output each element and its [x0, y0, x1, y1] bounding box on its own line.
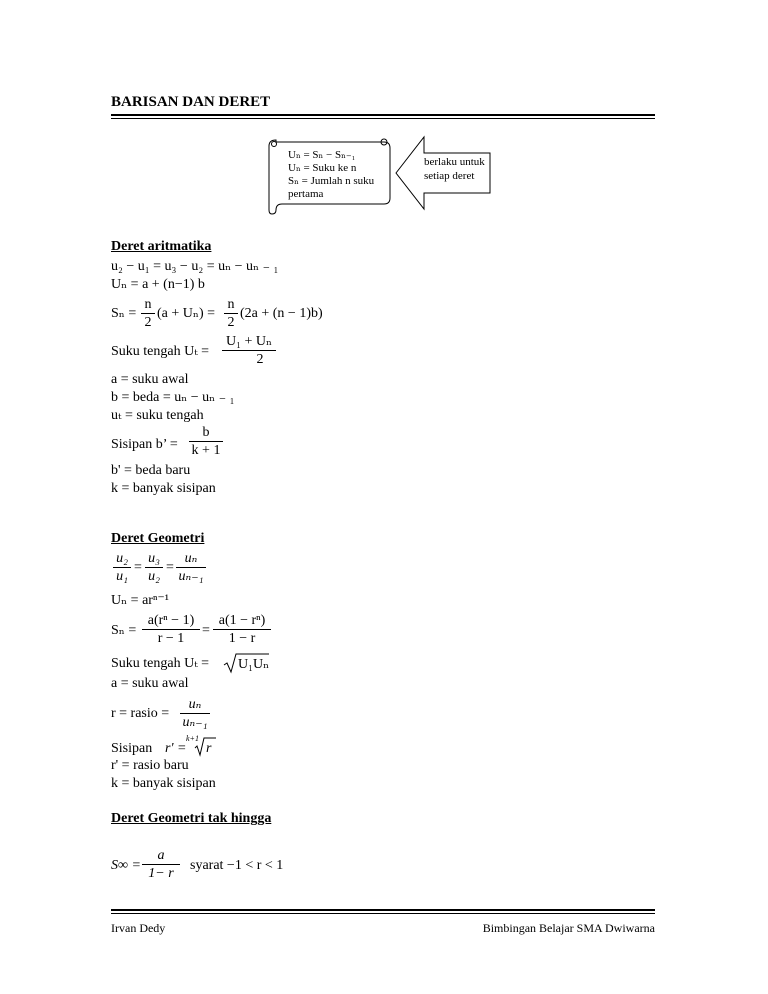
arit-line-2: Uₙ = a + (n−1) b — [111, 277, 205, 292]
arit-sn-f1-den: 2 — [144, 315, 152, 330]
geo-sn-fraction-1 — [142, 612, 200, 647]
scroll-line-1: Uₙ = Sₙ − Sₙ₋₁ — [288, 149, 356, 161]
arit-sn-fraction-2 — [224, 296, 238, 331]
geo-tengah-label: Suku tengah Uₜ = — [111, 656, 210, 671]
page-title: BARISAN DAN DERET — [111, 94, 271, 110]
geo-un: Uₙ = arⁿ⁻¹ — [111, 593, 169, 608]
geo-ratio-2 — [145, 550, 163, 585]
arit-sn-mid: (a + Uₙ) = — [157, 306, 215, 321]
tak-syarat: syarat −1 < r < 1 — [190, 858, 284, 873]
geo-r3-num: uₙ — [184, 551, 198, 566]
scroll-line-2: Uₙ = Suku ke n — [288, 162, 357, 174]
geo-def-rb: r' = rasio baru — [111, 758, 189, 773]
geo-sisipan-radicand: r — [206, 741, 212, 756]
section-title-aritmatika: Deret aritmatika — [111, 239, 212, 254]
tak-lhs: S∞ = — [111, 858, 141, 873]
geo-r1-num: u₂ — [116, 551, 128, 566]
arit-sisipan-label: Sisipan b’ = — [111, 437, 178, 452]
geo-rasio-num: uₙ — [188, 697, 202, 712]
geo-sisipan-label: Sisipan — [111, 741, 153, 756]
nth-root-radical-icon — [194, 736, 216, 758]
section-title-geometri: Deret Geometri — [111, 531, 205, 546]
arit-tengah-num: U₁ + Uₙ — [225, 334, 273, 349]
arit-sn-end: (2a + (n − 1)b) — [240, 306, 323, 321]
geo-eq-1: = — [134, 560, 142, 575]
tak-den: 1− r — [148, 866, 174, 881]
arit-sn-label: Sₙ = — [111, 306, 137, 321]
footer-publisher: Bimbingan Belajar SMA Dwiwarna — [482, 921, 655, 935]
arit-def-bb: b' = beda baru — [111, 463, 191, 478]
arit-tengah-den: 2 — [256, 352, 264, 367]
geo-sn-f2-den: 1 − r — [228, 631, 256, 646]
geo-eq-2: = — [166, 560, 174, 575]
header-rule-thick — [111, 114, 655, 116]
geo-def-k: k = banyak sisipan — [111, 776, 216, 791]
geo-r1-den: u₁ — [116, 569, 128, 584]
geo-sn-f1-den: r − 1 — [157, 631, 185, 646]
geo-sn-f1-num: a(rⁿ − 1) — [147, 613, 195, 628]
scroll-line-4: pertama — [288, 188, 324, 200]
arit-def-k: k = banyak sisipan — [111, 481, 216, 496]
geo-r2-num: u₃ — [148, 551, 160, 566]
geo-sn-fraction-2 — [213, 612, 271, 647]
arit-sisipan-fraction — [189, 424, 223, 459]
section-title-takhingga: Deret Geometri tak hingga — [111, 811, 272, 826]
arit-def-ut: uₜ = suku tengah — [111, 408, 204, 423]
footer-author: Irvan Dedy — [111, 921, 166, 935]
geo-sn-eq: = — [202, 623, 210, 638]
arit-def-b: b = beda = uₙ − uₙ ₋ ₁ — [111, 390, 235, 405]
arit-sn-f1-num: n — [144, 297, 152, 312]
arit-sn-fraction-1 — [141, 296, 155, 331]
geo-r3-den: uₙ₋₁ — [178, 569, 204, 584]
tak-fraction — [142, 847, 180, 882]
arrow-line-2: setiap deret — [424, 170, 475, 182]
arit-sn-f2-den: 2 — [227, 315, 235, 330]
scroll-line-3: Sₙ = Jumlah n suku — [288, 175, 375, 187]
geo-sisipan-expr: r' = — [165, 741, 187, 756]
geo-def-a: a = suku awal — [111, 676, 189, 691]
geo-rasio-label: r = rasio = — [111, 706, 170, 721]
geo-sisipan-index: k+1 — [186, 734, 199, 743]
footer-rule-thin — [111, 913, 655, 914]
arrow-line-1: berlaku untuk — [424, 156, 485, 168]
geo-rasio-den: uₙ₋₁ — [182, 715, 208, 730]
geo-ratio-1 — [113, 550, 131, 585]
geo-ratio-3 — [176, 550, 206, 585]
tak-num: a — [157, 848, 165, 863]
geo-sn-f2-num: a(1 − rⁿ) — [218, 613, 266, 628]
geo-rasio-fraction — [180, 696, 210, 731]
arit-sisipan-den: k + 1 — [191, 443, 221, 458]
arit-tengah-label: Suku tengah Uₜ = — [111, 344, 210, 359]
geo-tengah-radicand: U₁Uₙ — [238, 657, 270, 672]
geo-sn-label: Sₙ = — [111, 623, 137, 638]
footer-rule-thick — [111, 909, 655, 911]
geo-r2-den: u₂ — [148, 569, 160, 584]
arit-tengah-fraction — [222, 333, 276, 368]
arit-sn-f2-num: n — [227, 297, 235, 312]
header-rule-thin — [111, 118, 655, 119]
arit-line-1: u₂ − u₁ = u₃ − u₂ = uₙ − uₙ ₋ ₁ — [111, 259, 279, 274]
arit-def-a: a = suku awal — [111, 372, 189, 387]
arit-sisipan-num: b — [202, 425, 210, 440]
